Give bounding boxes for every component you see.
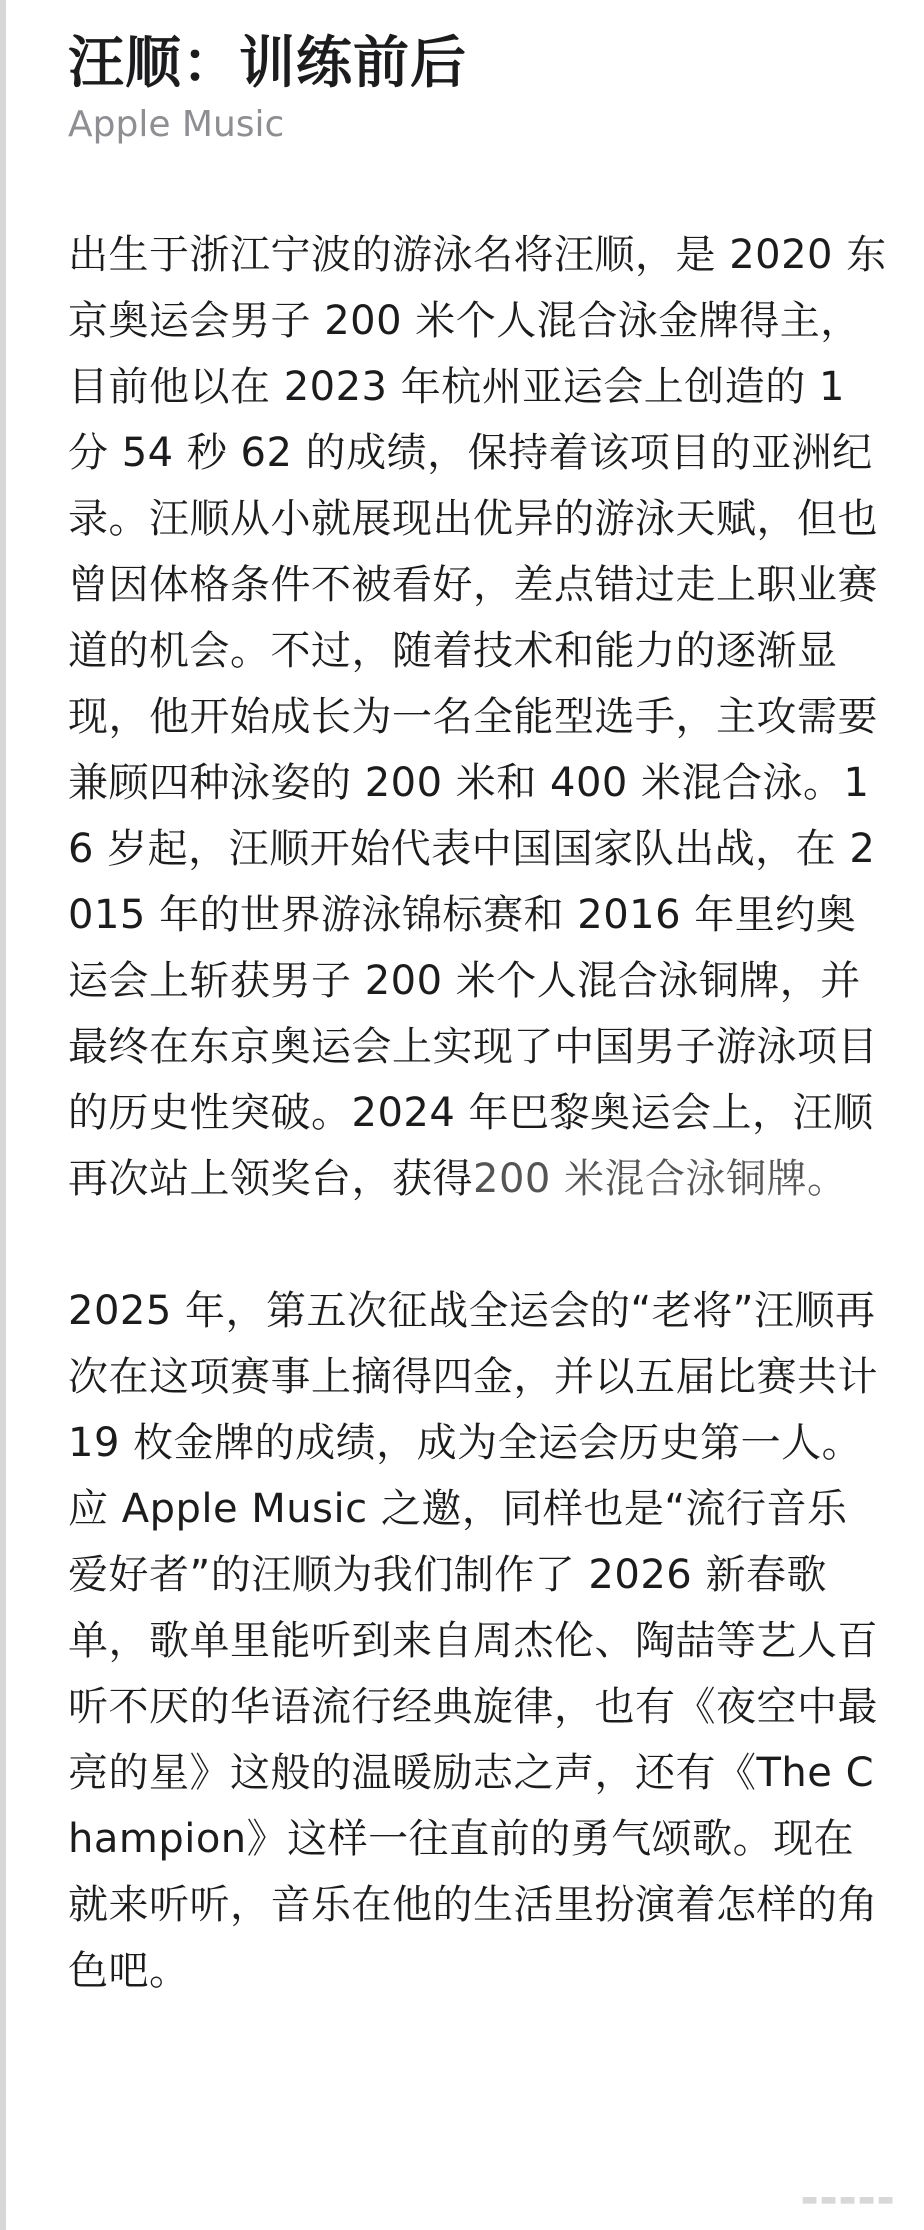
article-paragraph-1 — [68, 222, 888, 1212]
left-edge-border — [0, 0, 6, 2230]
article-paragraph-2: 2025 年，第五次征战全运会的“老将”汪顺再次在这项赛事上摘得四金，并以五届比赛共计 19 枚金牌的成绩，成为全运会历史第一人。应 Apple Music 之邀，同样也是“流行音乐爱好者”的汪顺为我们制作了 2026 新春歌单，歌单里能听到来自周杰伦、陶喆等艺人百听不厌的华语流行经典旋律，也有《夜空中最亮的星》这般的温暖励志之声，还有《The Champion》这样一往直前的勇气颂歌。现在就来听听，音乐在他的生活里扮演着怎样的角色吧。 — [68, 1288, 878, 1994]
article-source: Apple Music — [68, 104, 285, 145]
paragraph-1-text: 出生于浙江宁波的游泳名将汪顺，是 2020 东京奥运会男子 200 米个人混合泳金牌得主，目前他以在 2023 年杭州亚运会上创造的 1 分 54 秒 62 的成绩，保持着该项目的亚洲纪录。汪顺从小就展现出优异的游泳天赋，但也曾因体格条件不被看好，差点错过走上职业赛道的机会。不过，随着技术和能力的逐渐显现，他开始成长为一名全能型选手，主攻需要兼顾四种泳姿的 200 米和 400 米混合泳。16 岁起，汪顺开始代表中国国家队出战，在 2015 年的世界游泳锦标赛和 2016 年里约奥运会上斩获男子 200 米个人混合泳铜牌，并最终在东京奥运会上实现了中国男子游泳项目的历史性突破。2024 年巴黎奥运会上，汪顺再次站上领奖台，获得 — [68, 232, 887, 1202]
article-content — [68, 22, 888, 2004]
article-title: 汪顺：训练前后 — [68, 31, 467, 96]
watermark-logo: ▬▬▬▬▬ — [800, 2189, 896, 2210]
paragraph-1-tail: 200 米混合泳铜牌。 — [473, 1156, 848, 1202]
